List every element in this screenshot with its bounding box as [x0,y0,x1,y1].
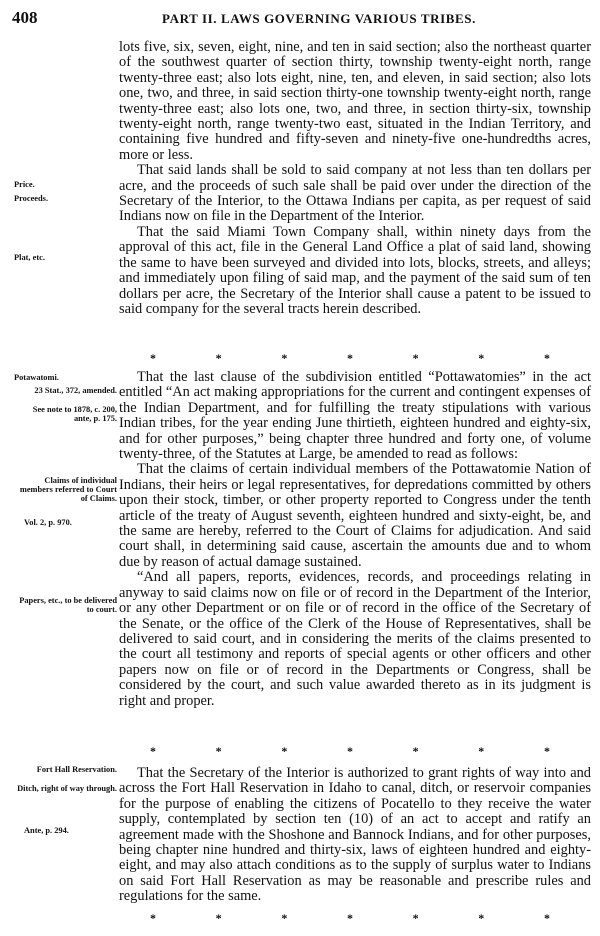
margin-note-potawatomi: Potawatomi. [14,373,59,382]
paragraph-lots: lots five, six, seven, eight, nine, and ten in said section; also the northeast quarter of the southwest quarter of section thirty, township twenty-eight north, range twenty-three east; also lots eight, nine, ten, and eleven, in said section; also lots one, two, and three, in said section thirty-one township twenty-eight north, range twenty-three east; also lots one, two, and three, in section thirty-six, township twenty-eight north, range twenty-two east, situated in the Indian Territory, and containing five hundred and fifty-seven and ninety-five one-hundredths acres, more or less. [119,39,591,163]
page-header [8,8,594,28]
separator-star: * [543,351,550,365]
separator-star: * [478,351,485,365]
margin-note-ante: Ante, p. 294. [24,826,69,835]
separator-star: * [412,911,419,925]
paragraph-claims: That the claims of certain individual members of the Pottawatomie Nation of Indians, their heirs or legal representatives, for depredations committed by others upon their stock, timber, or other property reported to Congress under the tenth article of the treaty of August seventh, eighteen hundred and sixty-eight, be, and the same are hereby, referred to the Court of Claims for adjudication. And said court shall, in determining said cause, ascertain the amounts due and to whom due by reason of actual damage sustained. [119,461,591,570]
separator-star: * [281,351,288,365]
separator-star: * [412,351,419,365]
section-separator-1 [150,352,550,364]
running-title: PART II. LAWS GOVERNING VARIOUS TRIBES. [162,11,476,26]
section-separator-2 [150,745,550,757]
separator-star: * [543,744,550,758]
paragraph-price: That said lands shall be sold to said company at not less than ten dollars per acre, and the proceeds of such sale shall be paid over under the direction of the Secretary of the Interior, to the Ottawa Indians per capita, as per request of said Indians now on file in the Department of the Interior. [119,162,591,225]
separator-star: * [543,911,550,925]
text-section-1 [119,40,591,317]
paragraph-plat: That the said Miami Town Company shall, within ninety days from the approval of this act, file in the General Land Office a plat of said land, showing the same to have been surveyed and divided into lots, blocks, streets, and alleys; and immediately upon filing of said map, and the payment of the said sum of ten dollars per acre, the Secretary of the Interior shall cause a patent to be issued to said company for the several tracts herein described. [119,223,591,317]
margin-note-fort-hall: Fort Hall Reservation. [36,765,117,774]
paragraph-pottawatomies: That the last clause of the subdivision entitled “Pottawatomies” in the act entitled “An act making appropriations for the current and contingent expenses of the Indian Department, and for fulfilling the treaty stipulations with various Indian tribes, for the year ending June thirtieth, eighteen hundred and eighty-six, and for other purposes,” being chapter three hundred and forty one, of volume twenty-three, of the Statutes at Large, be amended to read as follows: [119,369,591,463]
margin-note-plat: Plat, etc. [14,253,45,262]
separator-star: * [478,744,485,758]
section-separator-3 [150,912,550,924]
separator-star: * [215,744,222,758]
separator-star: * [346,744,353,758]
separator-star: * [281,911,288,925]
paragraph-papers: “And all papers, reports, evidences, records, and proceedings relating in anyway to said claims now on file or of record in the Department of the Interior, or any other Department or on file or of record in the office of the Secretary of the Senate, or the office of the Clerk of the House of Representatives, shall be delivered to said court, and in considering the merits of the claims presented to the court all testimony and reports of special agents or other officers and other papers now on file or of record in the Departments or Congress, shall be considered by the court, and such value awarded thereto as in its judgment is right and proper. [119,569,591,709]
separator-star: * [150,744,156,758]
margin-note-price: Price. [14,180,35,189]
separator-star: * [478,911,485,925]
margin-note-see-note: See note to 1878, c. 200, ante, p. 175. [32,405,117,423]
separator-star: * [346,911,353,925]
text-section-2 [119,370,591,709]
separator-star: * [215,911,222,925]
separator-star: * [346,351,353,365]
margin-note-claims: Claims of individual members referred to Court of Claims. [19,476,117,503]
text-section-3 [119,766,591,905]
page-number: 408 [12,8,38,27]
margin-note-papers: Papers, etc., to be delivered to court. [19,596,117,614]
margin-note-proceeds: Proceeds. [14,194,49,203]
margin-note-ditch: Ditch, right of way through. [17,784,117,793]
margin-note-statute: 23 Stat., 372, amended. [34,386,117,395]
margin-note-volume: Vol. 2, p. 970. [24,518,72,527]
separator-star: * [215,351,222,365]
separator-star: * [412,744,419,758]
separator-star: * [281,744,288,758]
paragraph-fort-hall: That the Secretary of the Interior is authorized to grant rights of way into and across the Fort Hall Reservation in Idaho to canal, ditch, or reservoir companies for the purpose of enabling the citizens of Pocatello to they receive the water supply, contemplated by section ten (10) of an act to accept and ratify an agreement made with the Shoshone and Bannock Indians, and for other purposes, being chapter nine hundred and thirty-six, laws of eighteen hundred and eighty-eight, and may also attach conditions as to the supply of surplus water to Indians on said Fort Hall Reservation as may be reasonable and prescribe rules and regulations for the same. [119,765,591,905]
separator-star: * [150,911,156,925]
separator-star: * [150,351,156,365]
